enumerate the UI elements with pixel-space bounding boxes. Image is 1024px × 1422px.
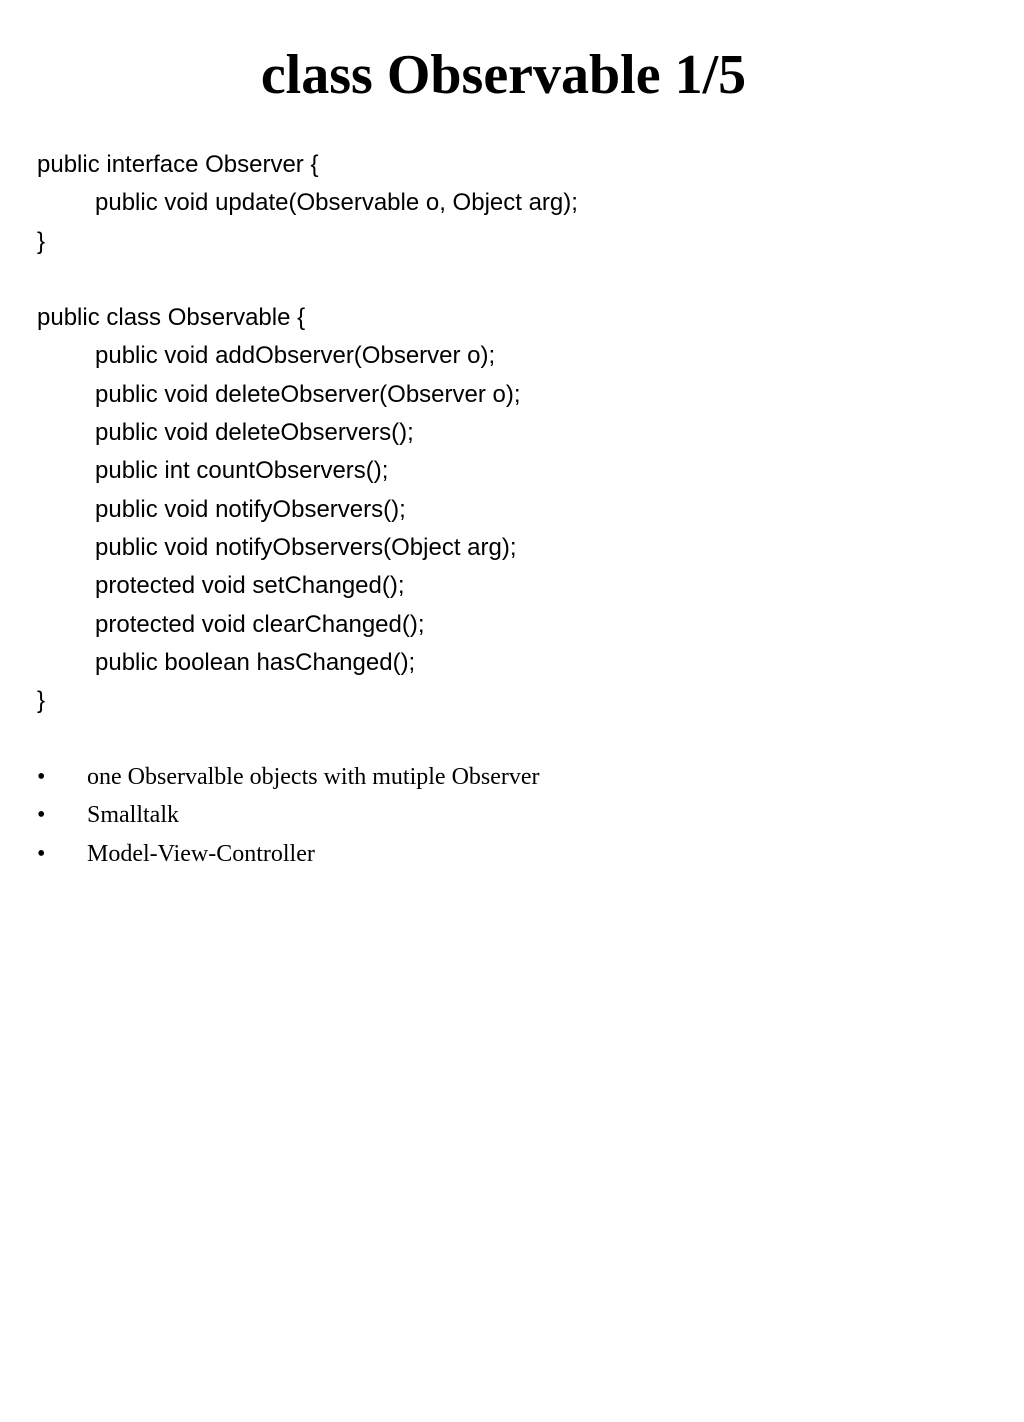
slide-title: class Observable 1/5 bbox=[260, 44, 747, 106]
code-line: public void update(Observable o, Object arg); bbox=[95, 189, 578, 217]
code-line: protected void clearChanged(); bbox=[95, 610, 425, 638]
code-line: public class Observable { bbox=[37, 304, 306, 332]
bullet-text: Smalltalk bbox=[87, 802, 179, 829]
code-blank-line bbox=[37, 261, 578, 299]
bullet-icon: • bbox=[37, 764, 46, 790]
bullet-item bbox=[37, 758, 540, 796]
bullet-icon: • bbox=[37, 802, 46, 829]
code-line: public void deleteObserver(Observer o); bbox=[95, 380, 521, 408]
code-line: public void deleteObservers(); bbox=[95, 419, 414, 447]
bullet-item bbox=[37, 796, 540, 834]
code-line: public void notifyObservers(Object arg); bbox=[95, 533, 517, 561]
code-line: public void addObserver(Observer o); bbox=[95, 342, 496, 370]
code-line: } bbox=[37, 227, 46, 255]
bullet-item bbox=[37, 835, 540, 873]
code-line: protected void setChanged(); bbox=[95, 572, 405, 600]
code-line: public void notifyObservers(); bbox=[95, 495, 406, 523]
code-line: public int countObservers(); bbox=[95, 457, 389, 485]
code-line: public boolean hasChanged(); bbox=[95, 648, 416, 676]
code-line: } bbox=[37, 687, 46, 715]
bullet-text: Model-View-Controller bbox=[87, 840, 315, 867]
code-block bbox=[37, 146, 578, 720]
bullet-icon: • bbox=[37, 840, 46, 867]
bullet-list bbox=[37, 758, 540, 873]
bullet-text: one Observalble objects with mutiple Observer bbox=[87, 764, 540, 790]
code-line: public interface Observer { bbox=[37, 151, 319, 178]
